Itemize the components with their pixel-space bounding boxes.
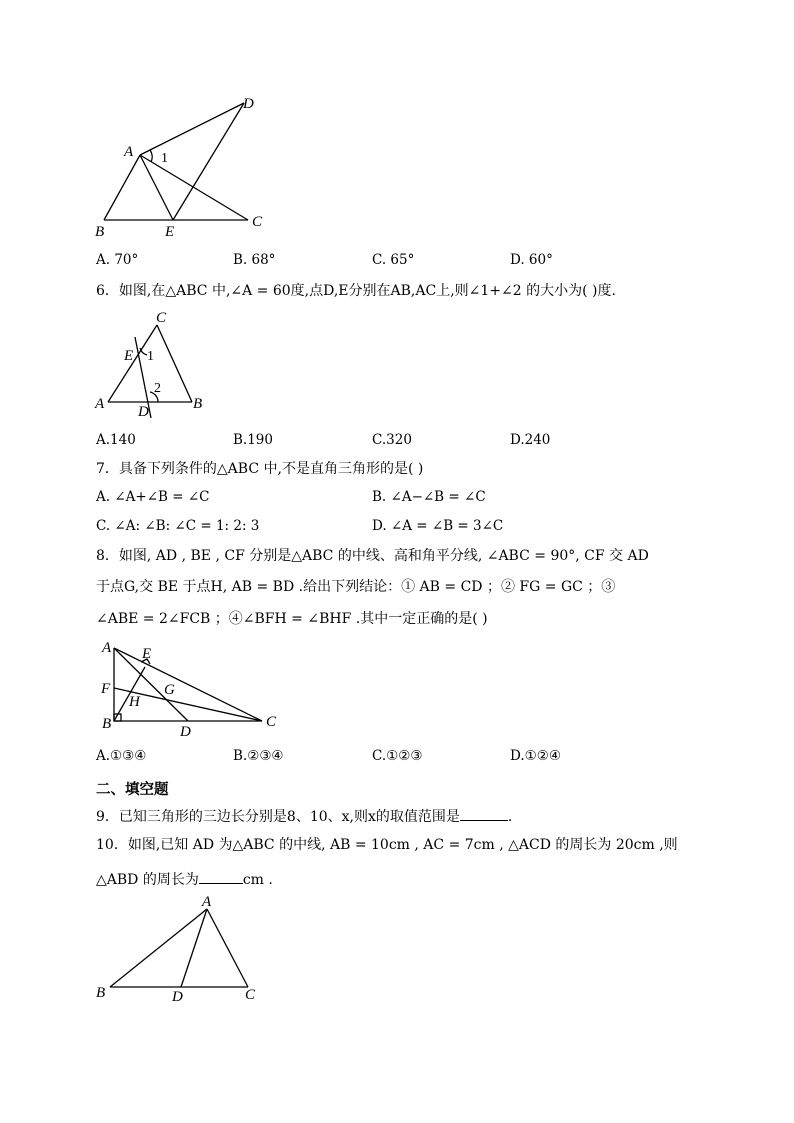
q6-label-angle1: 1	[147, 349, 154, 364]
q5-option-b: B. 68°	[233, 252, 276, 268]
q6-figure	[0, 300, 260, 425]
q5-label-A: A	[124, 144, 134, 160]
q8-option-a: A.①③④	[96, 748, 147, 764]
q10-label-D: D	[172, 989, 183, 1005]
q8-label-E: E	[142, 646, 152, 662]
q10-text-before: △ABD 的周长为	[96, 872, 199, 888]
q10-text-line1: 10．如图,已知 AD 为△ABC 的中线, AB = 10cm , AC = 7cm , △ACD 的周长为 20cm ,则	[96, 837, 678, 853]
q8-figure-lines	[114, 648, 262, 721]
q8-option-c: C.①②③	[372, 748, 423, 764]
q8-label-D: D	[180, 724, 191, 740]
q6-option-a: A.140	[96, 432, 136, 448]
q5-option-a: A. 70°	[96, 252, 139, 268]
q5-label-C: C	[252, 214, 263, 230]
q6-label-D: D	[138, 404, 149, 420]
q6-option-c: C.320	[372, 432, 412, 448]
q8-option-d: D.①②④	[510, 748, 561, 764]
q5-option-d: D. 60°	[510, 252, 553, 268]
q8-label-H: H	[129, 694, 140, 710]
q10-label-C: C	[245, 987, 256, 1003]
q6-figure-lines	[108, 325, 192, 418]
q10-label-A: A	[202, 894, 212, 910]
q10-answer-blank[interactable]	[199, 871, 243, 884]
section-title-fill-in: 二、填空题	[96, 781, 169, 798]
q8-figure	[0, 630, 300, 745]
q8-option-b: B.②③④	[233, 748, 284, 764]
q5-option-c: C. 65°	[372, 252, 415, 268]
q10-label-B: B	[96, 985, 106, 1001]
q10-figure	[0, 890, 300, 1010]
q9-text-after: .	[507, 809, 513, 825]
q5-figure-lines	[104, 103, 248, 220]
q8-label-C: C	[266, 714, 277, 730]
q7-option-a: A. ∠A+∠B = ∠C	[96, 489, 210, 505]
q6-text: 6．如图,在△ABC 中,∠A = 60度,点D,E分别在AB,AC上,则∠1+∠2 的大小为( )度.	[96, 283, 616, 299]
q8-label-A: A	[102, 640, 112, 656]
q8-text-line1: 8．如图, AD , BE , CF 分别是△ABC 的中线、高和角平分线, ∠ABC = 90°, CF 交 AD	[96, 548, 649, 564]
q5-label-angle1: 1	[161, 151, 168, 166]
q8-text-line2: 于点G,交 BE 于点H, AB = BD .给出下列结论：① AB = CD ；② FG = GC ；③	[96, 579, 616, 595]
q7-option-c: C. ∠A: ∠B: ∠C = 1: 2: 3	[96, 518, 260, 534]
q5-label-D: D	[243, 96, 254, 112]
q10-figure-lines	[110, 909, 248, 987]
q6-label-A: A	[95, 396, 105, 412]
q6-option-b: B.190	[233, 432, 273, 448]
q7-text: 7．具备下列条件的△ABC 中,不是直角三角形的是( )	[96, 461, 424, 477]
q6-label-angle2: 2	[154, 381, 161, 396]
q7-option-d: D. ∠A = ∠B = 3∠C	[372, 518, 504, 534]
q6-label-B: B	[193, 396, 203, 412]
q9-text	[96, 808, 512, 824]
q6-option-d: D.240	[510, 432, 551, 448]
q6-label-C: C	[156, 310, 167, 326]
q9-answer-blank[interactable]	[460, 808, 508, 821]
q10-text-line2	[96, 871, 273, 887]
q7-option-b: B. ∠A−∠B = ∠C	[372, 489, 486, 505]
q8-label-B: B	[102, 716, 112, 732]
q8-label-G: G	[164, 682, 175, 698]
q5-label-E: E	[165, 224, 175, 240]
q10-text-after: cm .	[242, 872, 273, 888]
q6-label-E: E	[124, 348, 134, 364]
q5-figure	[0, 0, 300, 250]
q5-label-B: B	[95, 224, 105, 240]
q8-text-line3: ∠ABE = 2∠FCB ；④∠BFH = ∠BHF .其中一定正确的是( )	[96, 611, 488, 627]
q8-label-F: F	[101, 681, 111, 697]
q9-text-before: 9．已知三角形的三边长分别是8、10、x,则x的取值范围是	[96, 809, 460, 825]
